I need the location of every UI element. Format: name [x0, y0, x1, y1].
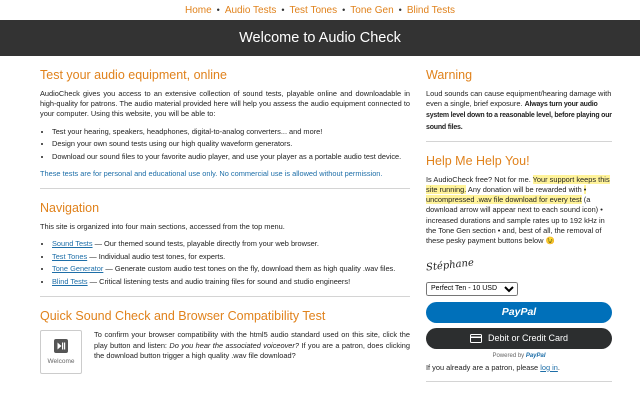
nav-separator: • — [398, 5, 402, 15]
content-wrapper — [0, 56, 640, 382]
list-item — [52, 251, 410, 264]
quick-text-italic: Do you hear the associated voiceover? — [169, 340, 299, 350]
card-button[interactable] — [426, 328, 612, 349]
list-item-text: — Our themed sound tests, playable directly from your web browser. — [92, 239, 319, 249]
donation-amount-select[interactable] — [426, 282, 518, 296]
main-column — [40, 56, 410, 382]
list-item: • Test your hearing, speakers, headphones, digital-to-analog converters... and more! — [52, 126, 410, 139]
nav-separator: • — [281, 5, 285, 15]
divider — [426, 141, 612, 142]
navigation-heading: Navigation — [40, 201, 100, 216]
list-item-text: — Critical listening tests and audio training files for sound and studio engineers! — [87, 276, 351, 286]
credit-card-icon — [470, 334, 482, 343]
widget-label: Welcome — [47, 358, 75, 366]
powered-prefix: Powered by — [492, 352, 526, 359]
list-item — [52, 263, 410, 276]
amount-select-wrap — [426, 277, 612, 302]
list-item — [52, 238, 410, 251]
login-link[interactable]: log in — [540, 362, 558, 372]
paypal-label: PayPal — [501, 306, 537, 319]
help-text-part: (a download arrow will appear next to each sound icon) • increased durations and sample rates up to 192 kHz in the Tone Gen section • and, best of all, the removal of these pesky payment buttons below 😉 — [426, 195, 605, 246]
patron-text — [426, 363, 612, 373]
top-nav — [0, 0, 640, 20]
play-widget[interactable] — [40, 330, 82, 374]
help-highlight: Your support keeps this site running. — [426, 174, 610, 195]
nav-blind-tests[interactable]: Blind Tests — [406, 4, 455, 16]
quick-text-part: If you are a patron, does clicking the download button trigger a high quality .wav file download? — [94, 340, 410, 360]
sidebar — [426, 56, 612, 382]
nav-separator: • — [342, 5, 346, 15]
help-highlight: • uncompressed .wav file download for every test — [426, 185, 587, 205]
patron-text-end: . — [557, 362, 560, 372]
powered-by — [426, 353, 612, 359]
help-text-part: Is AudioCheck free? Not for me. — [426, 174, 533, 184]
warning-text — [426, 89, 612, 133]
page-banner — [0, 20, 640, 56]
nav-tone-gen[interactable]: Tone Gen — [350, 4, 394, 16]
paypal-button[interactable] — [426, 302, 612, 323]
usage-note: These tests are for personal and educational use only. No commercial use is allowed without permission. — [40, 169, 383, 179]
list-item: • Design your own sound tests using our high quality waveform generators. — [52, 138, 410, 151]
nav-separator: • — [216, 5, 220, 15]
divider — [426, 381, 612, 382]
quick-check-heading: Quick Sound Check and Browser Compatibility Test — [40, 309, 326, 324]
quick-text-part: To confirm your browser compatibility with the html5 audio standard used on this site, click the play button and listen: — [94, 330, 410, 350]
intro-paragraph: AudioCheck gives you access to an extensive collection of sound tests, playable online and downloadable in high-quality for patrons. The audio material provided here will help you assess the audio equipment connected to your computer. Using this website, you will be able to: — [40, 89, 410, 119]
list-item: • Download our sound files to your favorite audio player, and use your player as a portable audio test device. — [52, 151, 410, 164]
list-item — [52, 276, 410, 289]
nav-audio-tests[interactable]: Audio Tests — [224, 4, 277, 16]
divider — [40, 296, 410, 297]
help-text — [426, 175, 612, 246]
warning-heading: Warning — [426, 68, 473, 82]
play-pause-icon — [54, 339, 68, 353]
quick-check-text — [94, 330, 410, 368]
nav-home[interactable]: Home — [184, 4, 212, 16]
page-title: Welcome to Audio Check — [239, 30, 401, 46]
help-heading: Help Me Help You! — [426, 153, 530, 168]
divider — [40, 188, 410, 189]
sound-tests-link[interactable]: Sound Tests — [52, 239, 93, 249]
card-label: Debit or Credit Card — [487, 333, 569, 344]
test-tones-link[interactable]: Test Tones — [52, 251, 88, 261]
paypal-logo: PayPal — [525, 352, 546, 359]
nav-test-tones[interactable]: Test Tones — [289, 4, 338, 16]
navigation-list — [40, 238, 410, 288]
warning-bold: Always turn your audio system level down to a reasonable level, before playing our sound files. — [426, 101, 612, 131]
blind-tests-link[interactable]: Blind Tests — [52, 276, 88, 286]
list-item-text: — Generate custom audio test tones on the fly, download them as high quality .wav files. — [103, 264, 396, 274]
intro-list — [40, 126, 410, 164]
navigation-paragraph: This site is organized into four main sections, accessed from the top menu. — [40, 222, 285, 232]
warning-text-part: Loud sounds can cause equipment/hearing damage with even a single, brief exposure. — [426, 89, 612, 109]
quick-check-section — [40, 330, 410, 374]
help-text-part: Any donation will be rewarded with — [466, 185, 584, 195]
list-item-text: — Individual audio test tones, for experts. — [87, 251, 226, 261]
intro-heading: Test your audio equipment, online — [40, 68, 227, 82]
tone-generator-link[interactable]: Tone Generator — [52, 264, 104, 274]
signature: Stéphane — [425, 257, 475, 274]
patron-text-part: If you already are a patron, please — [426, 362, 541, 372]
